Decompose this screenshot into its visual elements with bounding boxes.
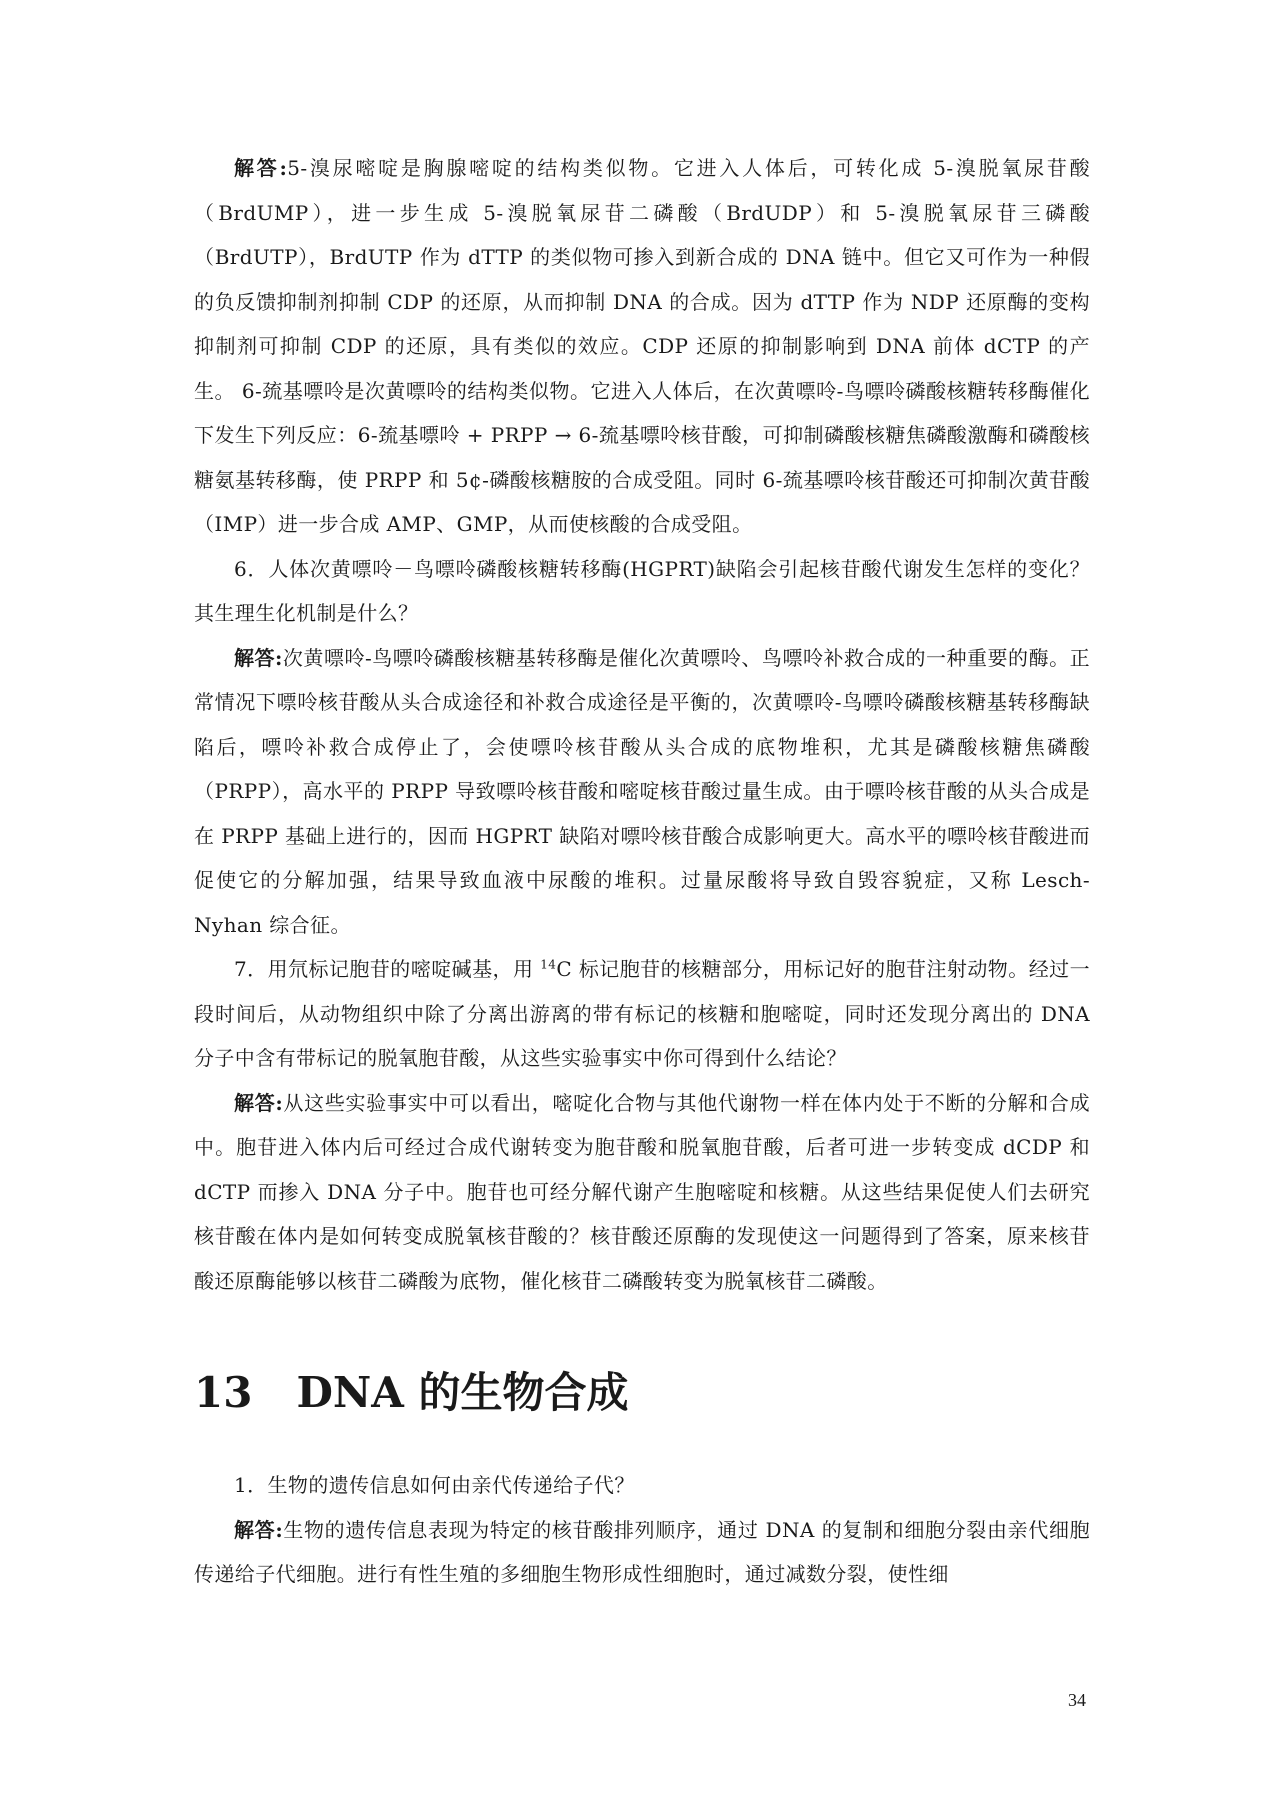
chapter-heading	[194, 1363, 1090, 1423]
chapter-number: 13	[194, 1368, 253, 1417]
question-6: 6．人体次黄嘌呤－鸟嘌呤磷酸核糖转移酶(HGPRT)缺陷会引起核苷酸代谢发生怎样的变化？其生理生化机制是什么？	[194, 556, 1090, 625]
answer-text: 从这些实验事实中可以看出，嘧啶化合物与其他代谢物一样在体内处于不断的分解和合成中。胞苷进入体内后可经过合成代谢转变为胞苷酸和脱氧胞苷酸，后者可进一步转变成 dCDP 和 dCTP 而掺入 DNA 分子中。胞苷也可经分解代谢产生胞嘧啶和核糖。从这些结果促使人们去研究核苷酸在体内是如何转变成脱氧核苷酸的？核苷酸还原酶的发现使这一问题得到了答案，原来核苷酸还原酶能够以核苷二磷酸为底物，催化核苷二磷酸转变为脱氧核苷二磷酸。	[194, 1090, 1090, 1293]
answer-paragraph-6	[194, 636, 1090, 948]
question-1: 1．生物的遗传信息如何由亲代传递给子代？	[234, 1473, 635, 1497]
question-text: C 标记胞苷的核糖部分，用标记好的胞苷注射动物。经过一段时间后，从动物组织中除了分离出游离的带有标记的核糖和胞嘧啶，同时还发现分离出的 DNA 分子中含有带标记的脱氧胞苷酸，从这些实验事实中你可得到什么结论？	[194, 957, 1090, 1070]
answer-label: 解答:	[234, 1517, 284, 1542]
answer-text: 生物的遗传信息表现为特定的核苷酸排列顺序，通过 DNA 的复制和细胞分裂由亲代细胞传递给子代细胞。进行有性生殖的多细胞生物形成性细胞时，通过减数分裂，使性细	[194, 1517, 1090, 1586]
answer-label: 解答:	[234, 645, 283, 670]
page-content	[194, 146, 1090, 1597]
question-7	[194, 947, 1090, 1081]
isotope-superscript: 14	[540, 957, 557, 972]
answer-text: 5-溴尿嘧啶是胸腺嘧啶的结构类似物。它进入人体后，可转化成 5-溴脱氧尿苷酸（BrdUMP），进一步生成 5-溴脱氧尿苷二磷酸（BrdUDP）和 5-溴脱氧尿苷三磷酸（BrdUTP），BrdUTP 作为 dTTP 的类似物可掺入到新合成的 DNA 链中。但它又可作为一种假的负反馈抑制剂抑制 CDP 的还原，从而抑制 DNA 的合成。因为 dTTP 作为 NDP 还原酶的变构抑制剂可抑制 CDP 的还原，具有类似的效应。CDP 还原的抑制影响到 DNA 前体 dCTP 的产生。 6-巯基嘌呤是次黄嘌呤的结构类似物。它进入人体后，在次黄嘌呤-鸟嘌呤磷酸核糖转移酶催化下发生下列反应：6-巯基嘌呤 + PRPP → 6-巯基嘌呤核苷酸，可抑制磷酸核糖焦磷酸激酶和磷酸核糖氨基转移酶，使 PRPP 和 5¢-磷酸核糖胺的合成受阻。同时 6-巯基嘌呤核苷酸还可抑制次黄苷酸（IMP）进一步合成 AMP、GMP，从而使核酸的合成受阻。	[194, 156, 1090, 536]
page-number: 34	[1068, 1690, 1086, 1710]
answer-label: 解答:	[234, 156, 288, 180]
question-text: 7．用氘标记胞苷的嘧啶碱基，用	[234, 957, 541, 981]
answer-text: 次黄嘌呤-鸟嘌呤磷酸核糖基转移酶是催化次黄嘌呤、鸟嘌呤补救合成的一种重要的酶。正常情况下嘌呤核苷酸从头合成途径和补救合成途径是平衡的，次黄嘌呤-鸟嘌呤磷酸核糖基转移酶缺陷后，嘌呤补救合成停止了，会使嘌呤核苷酸从头合成的底物堆积，尤其是磷酸核糖焦磷酸（PRPP），高水平的 PRPP 导致嘌呤核苷酸和嘧啶核苷酸过量生成。由于嘌呤核苷酸的从头合成是在 PRPP 基础上进行的，因而 HGPRT 缺陷对嘌呤核苷酸合成影响更大。高水平的嘌呤核苷酸进而促使它的分解加强，结果导致血液中尿酸的堆积。过量尿酸将导致自毁容貌症，又称 Lesch-Nyhan 综合征。	[194, 645, 1090, 937]
answer-paragraph-1	[194, 1508, 1090, 1597]
answer-paragraph-5	[194, 146, 1090, 547]
answer-paragraph-7	[194, 1081, 1090, 1304]
chapter-title: DNA 的生物合成	[296, 1368, 629, 1417]
answer-label: 解答:	[234, 1090, 284, 1115]
